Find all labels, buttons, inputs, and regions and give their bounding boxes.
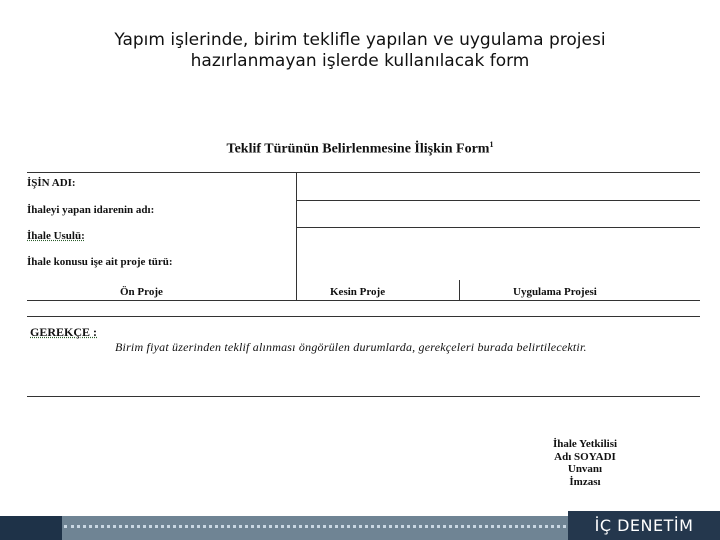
justification-bottom-rule — [27, 396, 700, 397]
justification-top-rule — [27, 316, 700, 317]
form-title-text: Teklif Türünün Belirlenmesine İlişkin Form — [226, 141, 490, 157]
form-top-rule — [27, 172, 700, 173]
signature-block — [520, 438, 650, 488]
signature-authority: İhale Yetkilisi — [552, 438, 618, 450]
slide-title-line-2: hazırlanmayan işlerde kullanılacak form — [190, 51, 530, 71]
form-document — [0, 120, 720, 500]
slide-title — [60, 30, 660, 72]
project-type-final: Kesin Proje — [330, 286, 386, 298]
slide-title-line-1: Yapım işlerinde, birim teklifle yapılan ve uygulama projesi — [114, 30, 606, 50]
row-label-tender-method: İhale Usulü: — [27, 230, 85, 242]
justification-heading: GEREKÇE : — [30, 325, 98, 339]
row-label-project-type: İhale konusu işe ait proje türü: — [27, 256, 173, 268]
row-label-administration: İhaleyi yapan idarenin adı: — [27, 204, 155, 216]
row-label-job-name: İŞİN ADI: — [27, 177, 76, 189]
justification-text: Birim fiyat üzerinden teklif alınması öngörülen durumlarda, gerekçeleri burada belirtilecektir. — [115, 340, 587, 354]
form-title — [0, 140, 720, 158]
project-type-preliminary: Ön Proje — [120, 286, 163, 298]
project-type-application: Uygulama Projesi — [513, 286, 597, 298]
form-column-divider — [296, 172, 297, 300]
project-type-rule — [27, 300, 700, 301]
form-title-footnote: 1 — [489, 140, 494, 149]
project-type-divider — [459, 280, 460, 300]
signature-sign: İmzası — [569, 475, 601, 488]
row-rule — [296, 227, 700, 228]
footer-dotted-line — [64, 525, 566, 528]
row-rule — [296, 200, 700, 201]
signature-title: Unvanı — [567, 463, 603, 475]
footer-brand: İÇ DENETİM — [568, 511, 720, 540]
footer-left-block — [0, 516, 62, 540]
signature-name: Adı SOYADI — [554, 450, 616, 463]
